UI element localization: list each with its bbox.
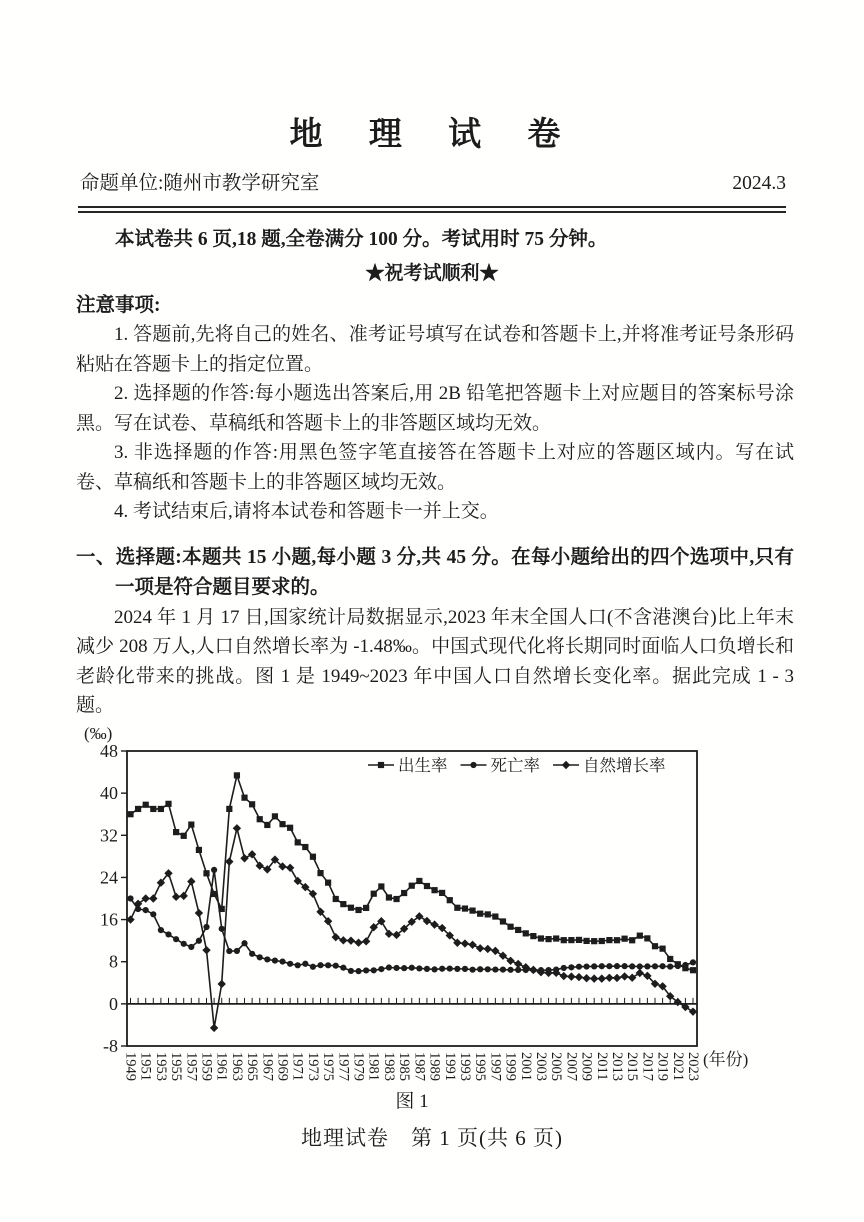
svg-text:1959: 1959	[198, 1051, 215, 1081]
notice-item-1: 1. 答题前,先将自己的姓名、准考证号填写在试卷和答题卡上,并将准考证号条形码粘贴在答题卡上的指定位置。	[76, 324, 794, 375]
notices-heading: 注意事项:	[76, 295, 161, 316]
figure1	[70, 723, 830, 1113]
svg-text:40: 40	[100, 782, 118, 803]
svg-text:1971: 1971	[289, 1051, 306, 1081]
svg-text:自然增长率: 自然增长率	[583, 755, 666, 775]
svg-text:1981: 1981	[365, 1051, 382, 1081]
svg-text:1969: 1969	[274, 1051, 291, 1081]
svg-text:1961: 1961	[213, 1051, 230, 1081]
page-title: 地 理 试 卷	[289, 117, 575, 153]
section1-passage: 2024 年 1 月 17 日,国家统计局数据显示,2023 年末全国人口(不含港澳台)比上年末减少 208 万人,人口自然增长率为 -1.48‰。中国式现代化将长期同时面临人口负增长和老龄化带来的挑战。图 1 是 1949~2023 年中国人口自然增长变化率。据此完成 1 - 3 题。	[76, 606, 794, 716]
notice-item-4: 4. 考试结束后,请将本试卷和答题卡一并上交。	[114, 501, 499, 522]
svg-text:1955: 1955	[168, 1051, 185, 1081]
svg-text:1993: 1993	[456, 1051, 473, 1081]
svg-text:1999: 1999	[502, 1051, 519, 1081]
svg-text:1957: 1957	[183, 1051, 200, 1081]
svg-text:48: 48	[100, 740, 118, 761]
svg-text:2023: 2023	[685, 1051, 701, 1081]
meta-row	[80, 170, 786, 197]
svg-text:24: 24	[100, 866, 118, 887]
svg-text:1951: 1951	[137, 1051, 154, 1081]
svg-text:1987: 1987	[411, 1051, 428, 1081]
exam-wish: ★祝考试顺利★	[365, 263, 499, 284]
svg-text:出生率: 出生率	[398, 755, 448, 775]
svg-text:2015: 2015	[624, 1051, 641, 1081]
svg-text:1997: 1997	[487, 1051, 504, 1081]
svg-text:2001: 2001	[517, 1051, 534, 1081]
svg-text:2009: 2009	[578, 1051, 595, 1081]
svg-text:1989: 1989	[426, 1051, 443, 1081]
svg-text:2013: 2013	[608, 1051, 625, 1081]
svg-text:0: 0	[109, 993, 118, 1014]
svg-text:2021: 2021	[669, 1051, 686, 1081]
svg-text:1995: 1995	[472, 1051, 489, 1081]
svg-text:2011: 2011	[593, 1051, 610, 1080]
svg-text:1975: 1975	[320, 1051, 337, 1081]
svg-text:1953: 1953	[152, 1051, 169, 1081]
svg-text:1983: 1983	[380, 1051, 397, 1081]
svg-text:(‰): (‰)	[84, 723, 113, 743]
svg-text:-8: -8	[103, 1035, 118, 1056]
svg-text:32: 32	[100, 824, 118, 845]
svg-text:1949: 1949	[122, 1051, 139, 1081]
svg-text:16: 16	[100, 909, 118, 930]
svg-text:(年份): (年份)	[703, 1049, 749, 1069]
notice-item-2: 2. 选择题的作答:每小题选出答案后,用 2B 铅笔把答题卡上对应题目的答案标号涂黑。写在试卷、草稿纸和答题卡上的非答题区域均无效。	[76, 383, 794, 434]
svg-text:1991: 1991	[441, 1051, 458, 1081]
section1-heading: 一、选择题:本题共 15 小题,每小题 3 分,共 45 分。在每小题给出的四个选项中,只有一项是符合题目要求的。	[76, 546, 794, 598]
svg-text:1973: 1973	[304, 1051, 321, 1081]
svg-text:2007: 2007	[563, 1051, 580, 1081]
svg-text:1979: 1979	[350, 1051, 367, 1081]
svg-text:8: 8	[109, 951, 118, 972]
svg-text:2019: 2019	[654, 1051, 671, 1081]
svg-text:1967: 1967	[259, 1051, 276, 1081]
svg-text:1963: 1963	[228, 1051, 245, 1081]
svg-text:2003: 2003	[532, 1051, 549, 1081]
svg-text:1985: 1985	[396, 1051, 413, 1081]
svg-text:死亡率: 死亡率	[490, 755, 540, 775]
figure1-caption: 图 1	[395, 1090, 429, 1112]
notice-item-3: 3. 非选择题的作答:用黑色签字笔直接答在答题卡上对应的答题区域内。写在试卷、草稿纸和答题卡上的非答题区域均无效。	[76, 442, 794, 493]
svg-text:1965: 1965	[244, 1051, 261, 1081]
exam-date: 2024.3	[732, 173, 786, 194]
svg-text:2005: 2005	[548, 1051, 565, 1081]
exam-summary: 本试卷共 6 页,18 题,全卷满分 100 分。考试用时 75 分钟。	[115, 229, 608, 250]
svg-text:1977: 1977	[335, 1051, 352, 1081]
issuer-label: 命题单位:随州市教学研究室	[80, 173, 320, 194]
svg-text:2017: 2017	[639, 1051, 656, 1081]
page-footer: 地理试卷 第 1 页(共 6 页)	[301, 1126, 563, 1150]
double-rule	[78, 206, 786, 213]
figure1-chart	[70, 723, 830, 1098]
